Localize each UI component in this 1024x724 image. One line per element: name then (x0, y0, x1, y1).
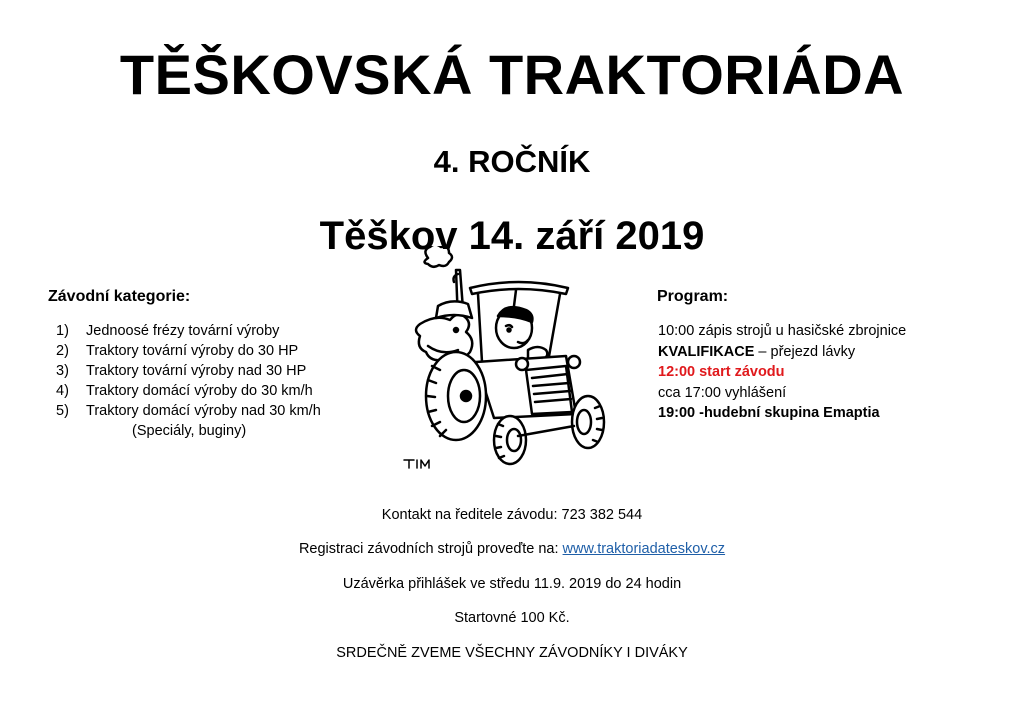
list-item-number: 1) (56, 323, 69, 339)
registration-line (0, 539, 1024, 559)
program-item: 10:00 zápis strojů u hasičské zbrojnice (658, 323, 907, 339)
program-heading: Program: (657, 288, 729, 305)
list-item-text: Traktory domácí výroby nad 30 km/h (86, 403, 321, 419)
list-item-text: Traktory domácí výroby do 30 km/h (86, 383, 313, 399)
registration-link[interactable]: www.traktoriadateskov.cz (562, 541, 726, 557)
tractor-cartoon-illustration (398, 246, 643, 476)
list-item (56, 401, 396, 421)
event-date-location: Těškov 14. září 2019 (319, 214, 705, 258)
list-item (56, 321, 396, 341)
deadline-line: Uzávěrka přihlášek ve středu 11.9. 2019 do 24 hodin (342, 576, 682, 592)
list-item (56, 341, 396, 361)
list-item (56, 361, 396, 381)
front-wheel-icon (572, 396, 604, 448)
list-item-text: Traktory tovární výroby nad 30 HP (86, 363, 307, 379)
qualification-label: KVALIFIKACE (658, 343, 755, 360)
categories-list (56, 321, 396, 441)
smoke-puff-icon (425, 246, 453, 267)
list-item (56, 381, 396, 401)
program-item (658, 342, 998, 363)
page-title: TĚŠKOVSKÁ TRAKTORIÁDA (119, 43, 905, 106)
list-item-number: 5) (56, 403, 69, 419)
front-wheel-icon (494, 416, 526, 464)
edition-subtitle: 4. ROČNÍK (433, 144, 591, 179)
list-item-number: 3) (56, 363, 69, 379)
contact-line: Kontakt na ředitele závodu: 723 382 544 (381, 507, 643, 523)
program-item: cca 17:00 vyhlášení (658, 384, 787, 401)
program-item-highlight: 12:00 start závodu (658, 364, 785, 380)
list-item-text: Traktory tovární výroby do 30 HP (86, 343, 299, 359)
program-item: 19:00 -hudební skupina Emaptia (658, 405, 880, 421)
rear-wheel-icon (426, 352, 486, 440)
registration-text: Registraci závodních strojů proveďte na: (298, 541, 563, 557)
list-item-text: Jednoosé frézy tovární výroby (86, 323, 280, 339)
entry-fee-line: Startovné 100 Kč. (454, 610, 570, 626)
list-item-number: 4) (56, 383, 69, 399)
categories-note: (Speciály, buginy) (132, 423, 247, 439)
artist-signature-icon (404, 460, 429, 468)
qualification-detail: – přejezd lávky (754, 343, 856, 360)
list-item-number: 2) (56, 343, 69, 359)
categories-heading: Závodní kategorie: (48, 288, 191, 305)
invitation-line: SRDEČNĚ ZVEME VŠECHNY ZÁVODNÍKY I DIVÁKY (336, 645, 688, 661)
program-list (658, 321, 998, 424)
